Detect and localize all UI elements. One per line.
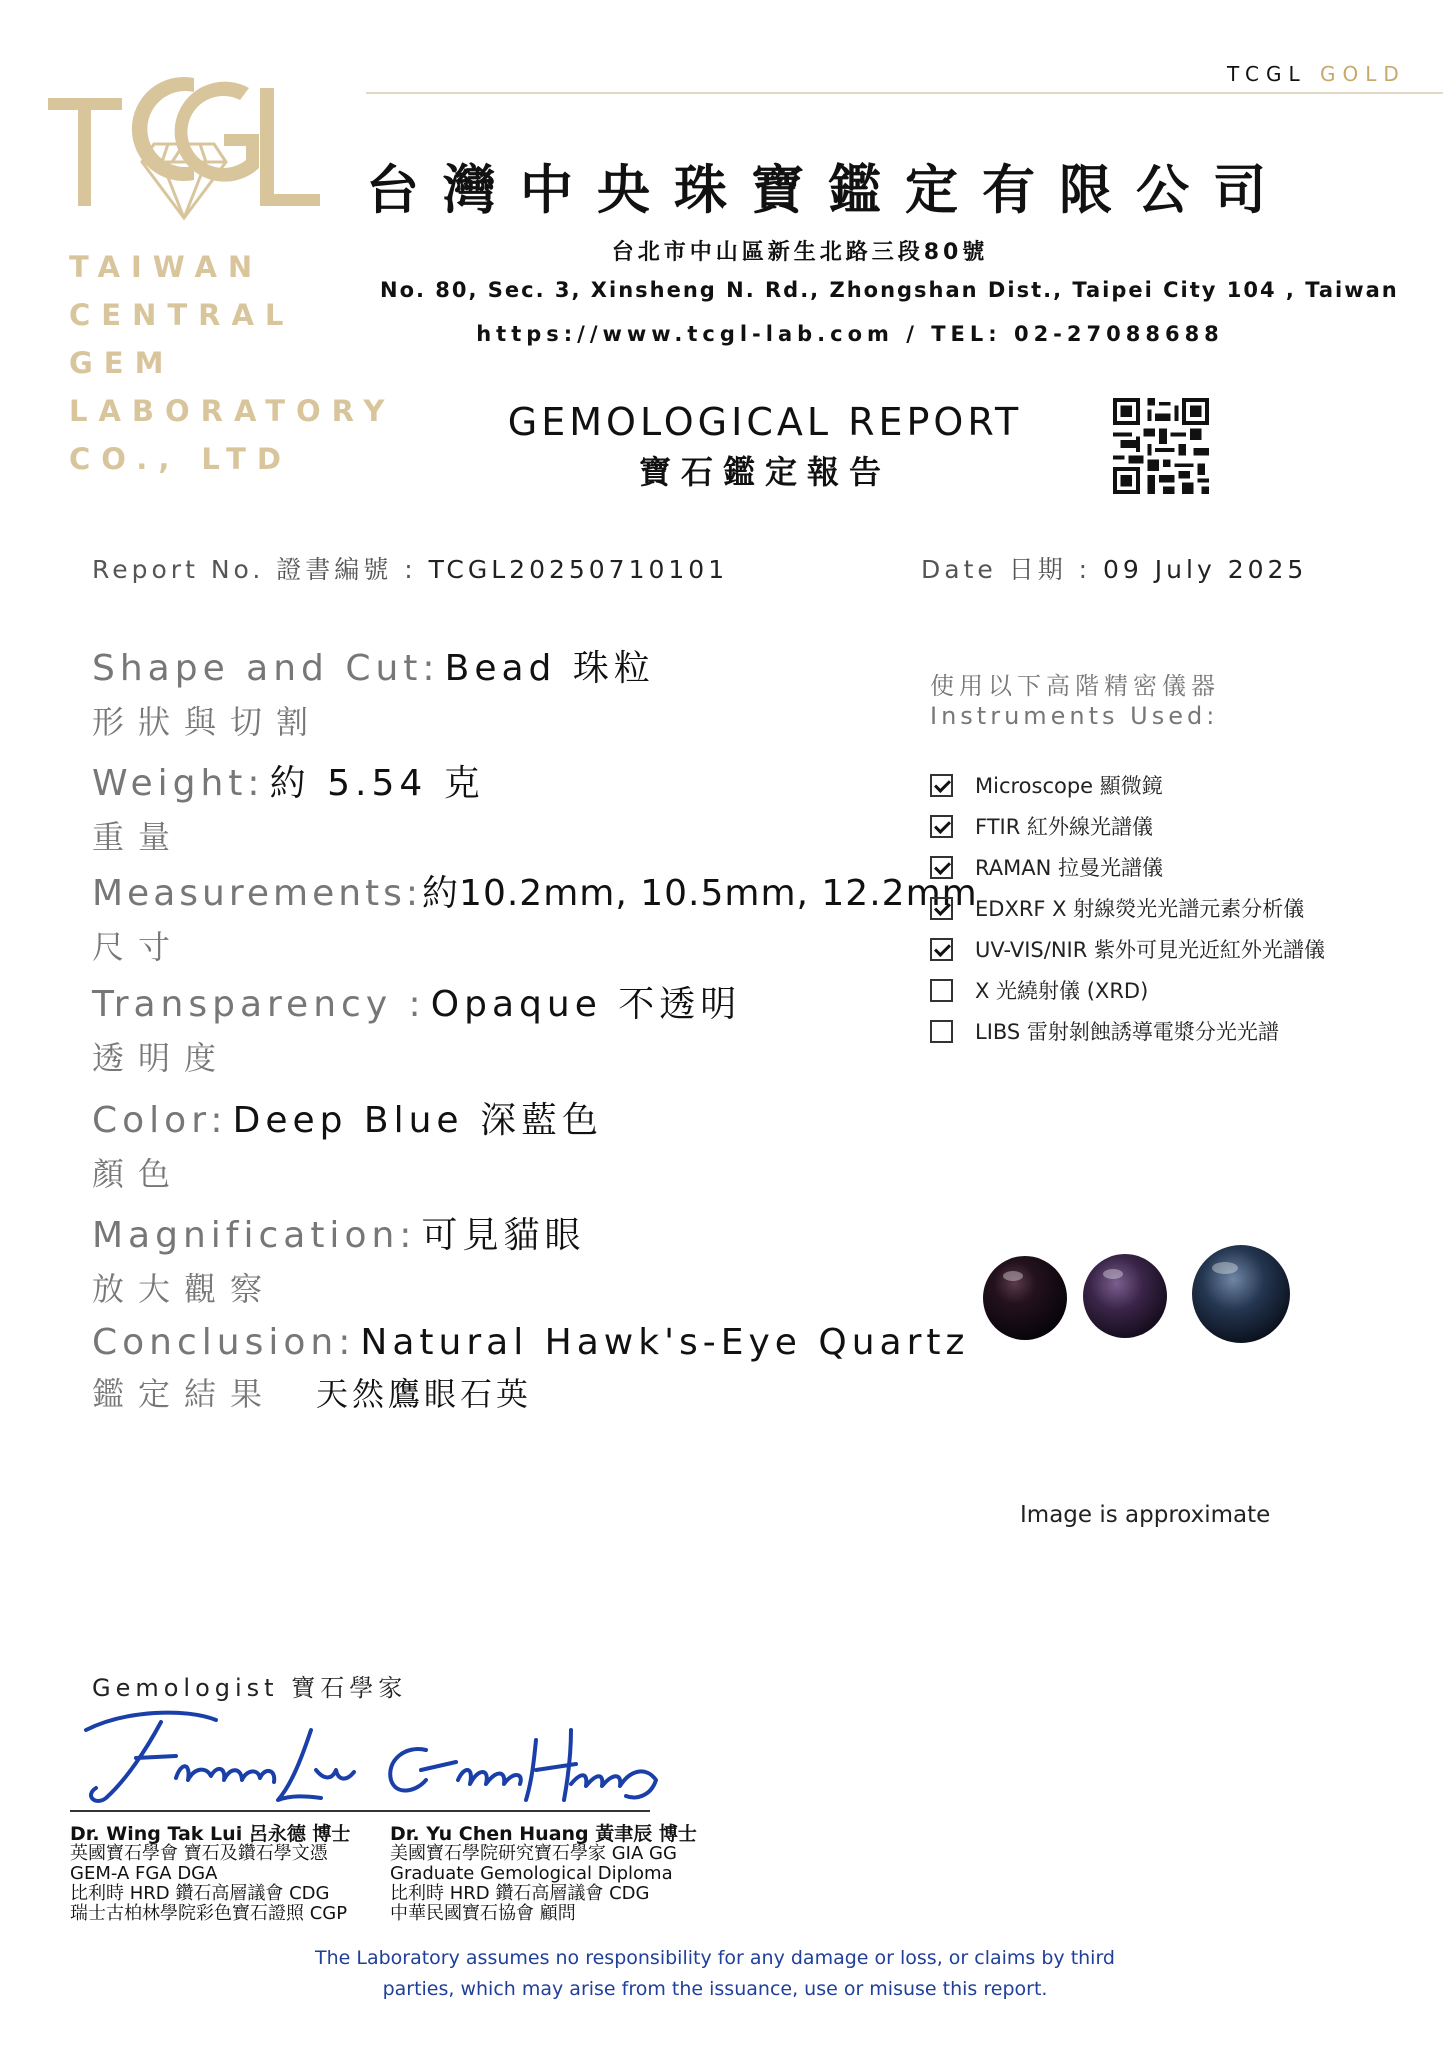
gem-beads-image [975, 1240, 1305, 1350]
instrument-checkbox[interactable] [930, 1020, 953, 1043]
bead [1192, 1245, 1290, 1343]
disclaimer: The Laboratory assumes no responsibility for any damage or loss, or claims by third parties, which may arise from the issuance, use or misuse this report. [314, 1947, 1115, 2000]
instrument-item [930, 934, 1325, 964]
signature-rule [70, 1810, 650, 1812]
signer-credential: 美國寶石學院研究寶石學家 GIA GG [390, 1843, 677, 1864]
signer-name: Dr. Wing Tak Lui 呂永德 博士 [70, 1823, 351, 1845]
signer-credential: 比利時 HRD 鑽石高層議會 CDG [70, 1883, 330, 1904]
field-label: Measurements: [92, 873, 423, 914]
field-label-zh: 形狀與切割 [92, 703, 323, 741]
report-number-value: TCGL20250710101 [428, 555, 729, 584]
field-color [92, 1092, 603, 1195]
instrument-checkbox[interactable] [930, 897, 953, 920]
instrument-item [930, 852, 1163, 882]
bead [983, 1256, 1067, 1340]
field-label-zh: 透明度 [92, 1039, 231, 1077]
website-tel: https://www.tcgl-lab.com / TEL: 02-27088688 [476, 322, 1224, 346]
header-rule [366, 92, 1443, 94]
instrument-item [930, 975, 1148, 1005]
brand-tag [1227, 62, 1406, 86]
address-en: No. 80, Sec. 3, Xinsheng N. Rd., Zhongshan Dist., Taipei City 104 , Taiwan [380, 278, 1399, 302]
field-value: Bead 珠粒 [444, 648, 655, 689]
field-label: Magnification: [92, 1215, 417, 1256]
tcgl-logo [44, 48, 324, 228]
instrument-label: X 光繞射儀 (XRD) [975, 979, 1149, 1003]
field-weight [92, 755, 485, 858]
report-date-label: Date 日期 : [921, 555, 1104, 584]
signer-name: Dr. Yu Chen Huang 黃聿辰 博士 [390, 1823, 697, 1845]
instrument-label: RAMAN 拉曼光譜儀 [975, 856, 1163, 880]
report-title-zh: 寶石鑑定報告 [638, 453, 891, 491]
instrument-label: LIBS 雷射剝蝕誘導電漿分光光譜 [975, 1020, 1279, 1044]
instrument-item [930, 1016, 1279, 1046]
field-label-zh: 顏色 [92, 1155, 185, 1193]
lab-name-line: CENTRAL [69, 298, 295, 332]
field-label: Shape and Cut: [92, 648, 440, 689]
instrument-label: EDXRF X 射線熒光光譜元素分析儀 [975, 897, 1305, 921]
field-value-zh: 天然鷹眼石英 [316, 1375, 533, 1413]
field-label: Color: [92, 1100, 228, 1141]
signer-credential: GEM-A FGA DGA [70, 1863, 218, 1884]
field-magnification [92, 1207, 586, 1310]
field-label-zh: 放大觀察 [92, 1270, 277, 1308]
field-value: 約10.2mm, 10.5mm, 12.2mm [422, 873, 978, 914]
lab-name-line: LABORATORY [69, 394, 396, 428]
qr-code-icon [1113, 398, 1209, 494]
field-shape [92, 640, 655, 743]
gemologist-label: Gemologist 寶石學家 [92, 1674, 408, 1702]
signer-block [390, 1824, 697, 1924]
instrument-checkbox[interactable] [930, 856, 953, 879]
instrument-label: FTIR 紅外線光譜儀 [975, 815, 1153, 839]
field-label: Weight: [92, 763, 265, 804]
field-measurements [92, 865, 978, 968]
instrument-item [930, 770, 1163, 800]
signature-images [66, 1700, 686, 1820]
address-zh: 台北市中山區新生北路三段80號 [611, 240, 989, 265]
signer-credential: 瑞士古柏林學院彩色寶石證照 CGP [70, 1903, 348, 1924]
brand-tag-gold: GOLD [1320, 62, 1406, 86]
instrument-label: Microscope 顯微鏡 [975, 774, 1163, 798]
field-value: Deep Blue 深藍色 [232, 1100, 604, 1141]
instrument-checkbox[interactable] [930, 938, 953, 961]
instruments-title-zh: 使用以下高階精密儀器 [930, 672, 1220, 700]
signer-credential: Graduate Gemological Diploma [390, 1863, 673, 1884]
lab-name-line: GEM [69, 346, 175, 380]
company-name: 台灣中央珠寶鑑定有限公司 [366, 160, 1290, 221]
field-value: Opaque 不透明 [430, 984, 742, 1025]
lab-name-line: TAIWAN [69, 250, 264, 284]
report-title-en: GEMOLOGICAL REPORT [507, 400, 1023, 444]
field-label-zh-row [92, 1369, 969, 1415]
signer-credential: 中華民國寶石協會 顧問 [390, 1903, 576, 1924]
field-value: Natural Hawk's-Eye Quartz [360, 1322, 970, 1363]
field-transparency [92, 976, 741, 1079]
field-value: 可見貓眼 [421, 1215, 586, 1256]
instrument-checkbox[interactable] [930, 815, 953, 838]
lab-name-line: CO., LTD [69, 442, 292, 476]
image-note: Image is approximate [1020, 1502, 1271, 1528]
report-number [92, 550, 728, 586]
field-label-zh: 重量 [92, 818, 185, 856]
report-number-label: Report No. 證書編號 : [92, 555, 429, 584]
signer-credential: 英國寶石學會 寶石及鑽石學文憑 [70, 1843, 328, 1864]
field-label: Transparency : [92, 984, 426, 1025]
field-value: 約 5.54 克 [269, 763, 485, 804]
instruments-title-en: Instruments Used: [930, 702, 1219, 730]
instrument-checkbox[interactable] [930, 979, 953, 1002]
field-label: Conclusion: [92, 1322, 356, 1363]
instrument-item [930, 811, 1153, 841]
report-date-value: 09 July 2025 [1103, 555, 1308, 584]
instrument-checkbox[interactable] [930, 774, 953, 797]
field-conclusion [92, 1322, 969, 1415]
instrument-item [930, 893, 1304, 923]
field-label-zh: 鑑定結果 [92, 1375, 277, 1413]
brand-tag-tcgl: TCGL [1227, 62, 1307, 86]
signer-credential: 比利時 HRD 鑽石高層議會 CDG [390, 1883, 650, 1904]
report-date [921, 550, 1307, 586]
instrument-label: UV-VIS/NIR 紫外可見光近紅外光譜儀 [975, 938, 1325, 962]
field-label-zh: 尺寸 [92, 928, 185, 966]
bead [1083, 1254, 1167, 1338]
signer-block [70, 1824, 350, 1924]
